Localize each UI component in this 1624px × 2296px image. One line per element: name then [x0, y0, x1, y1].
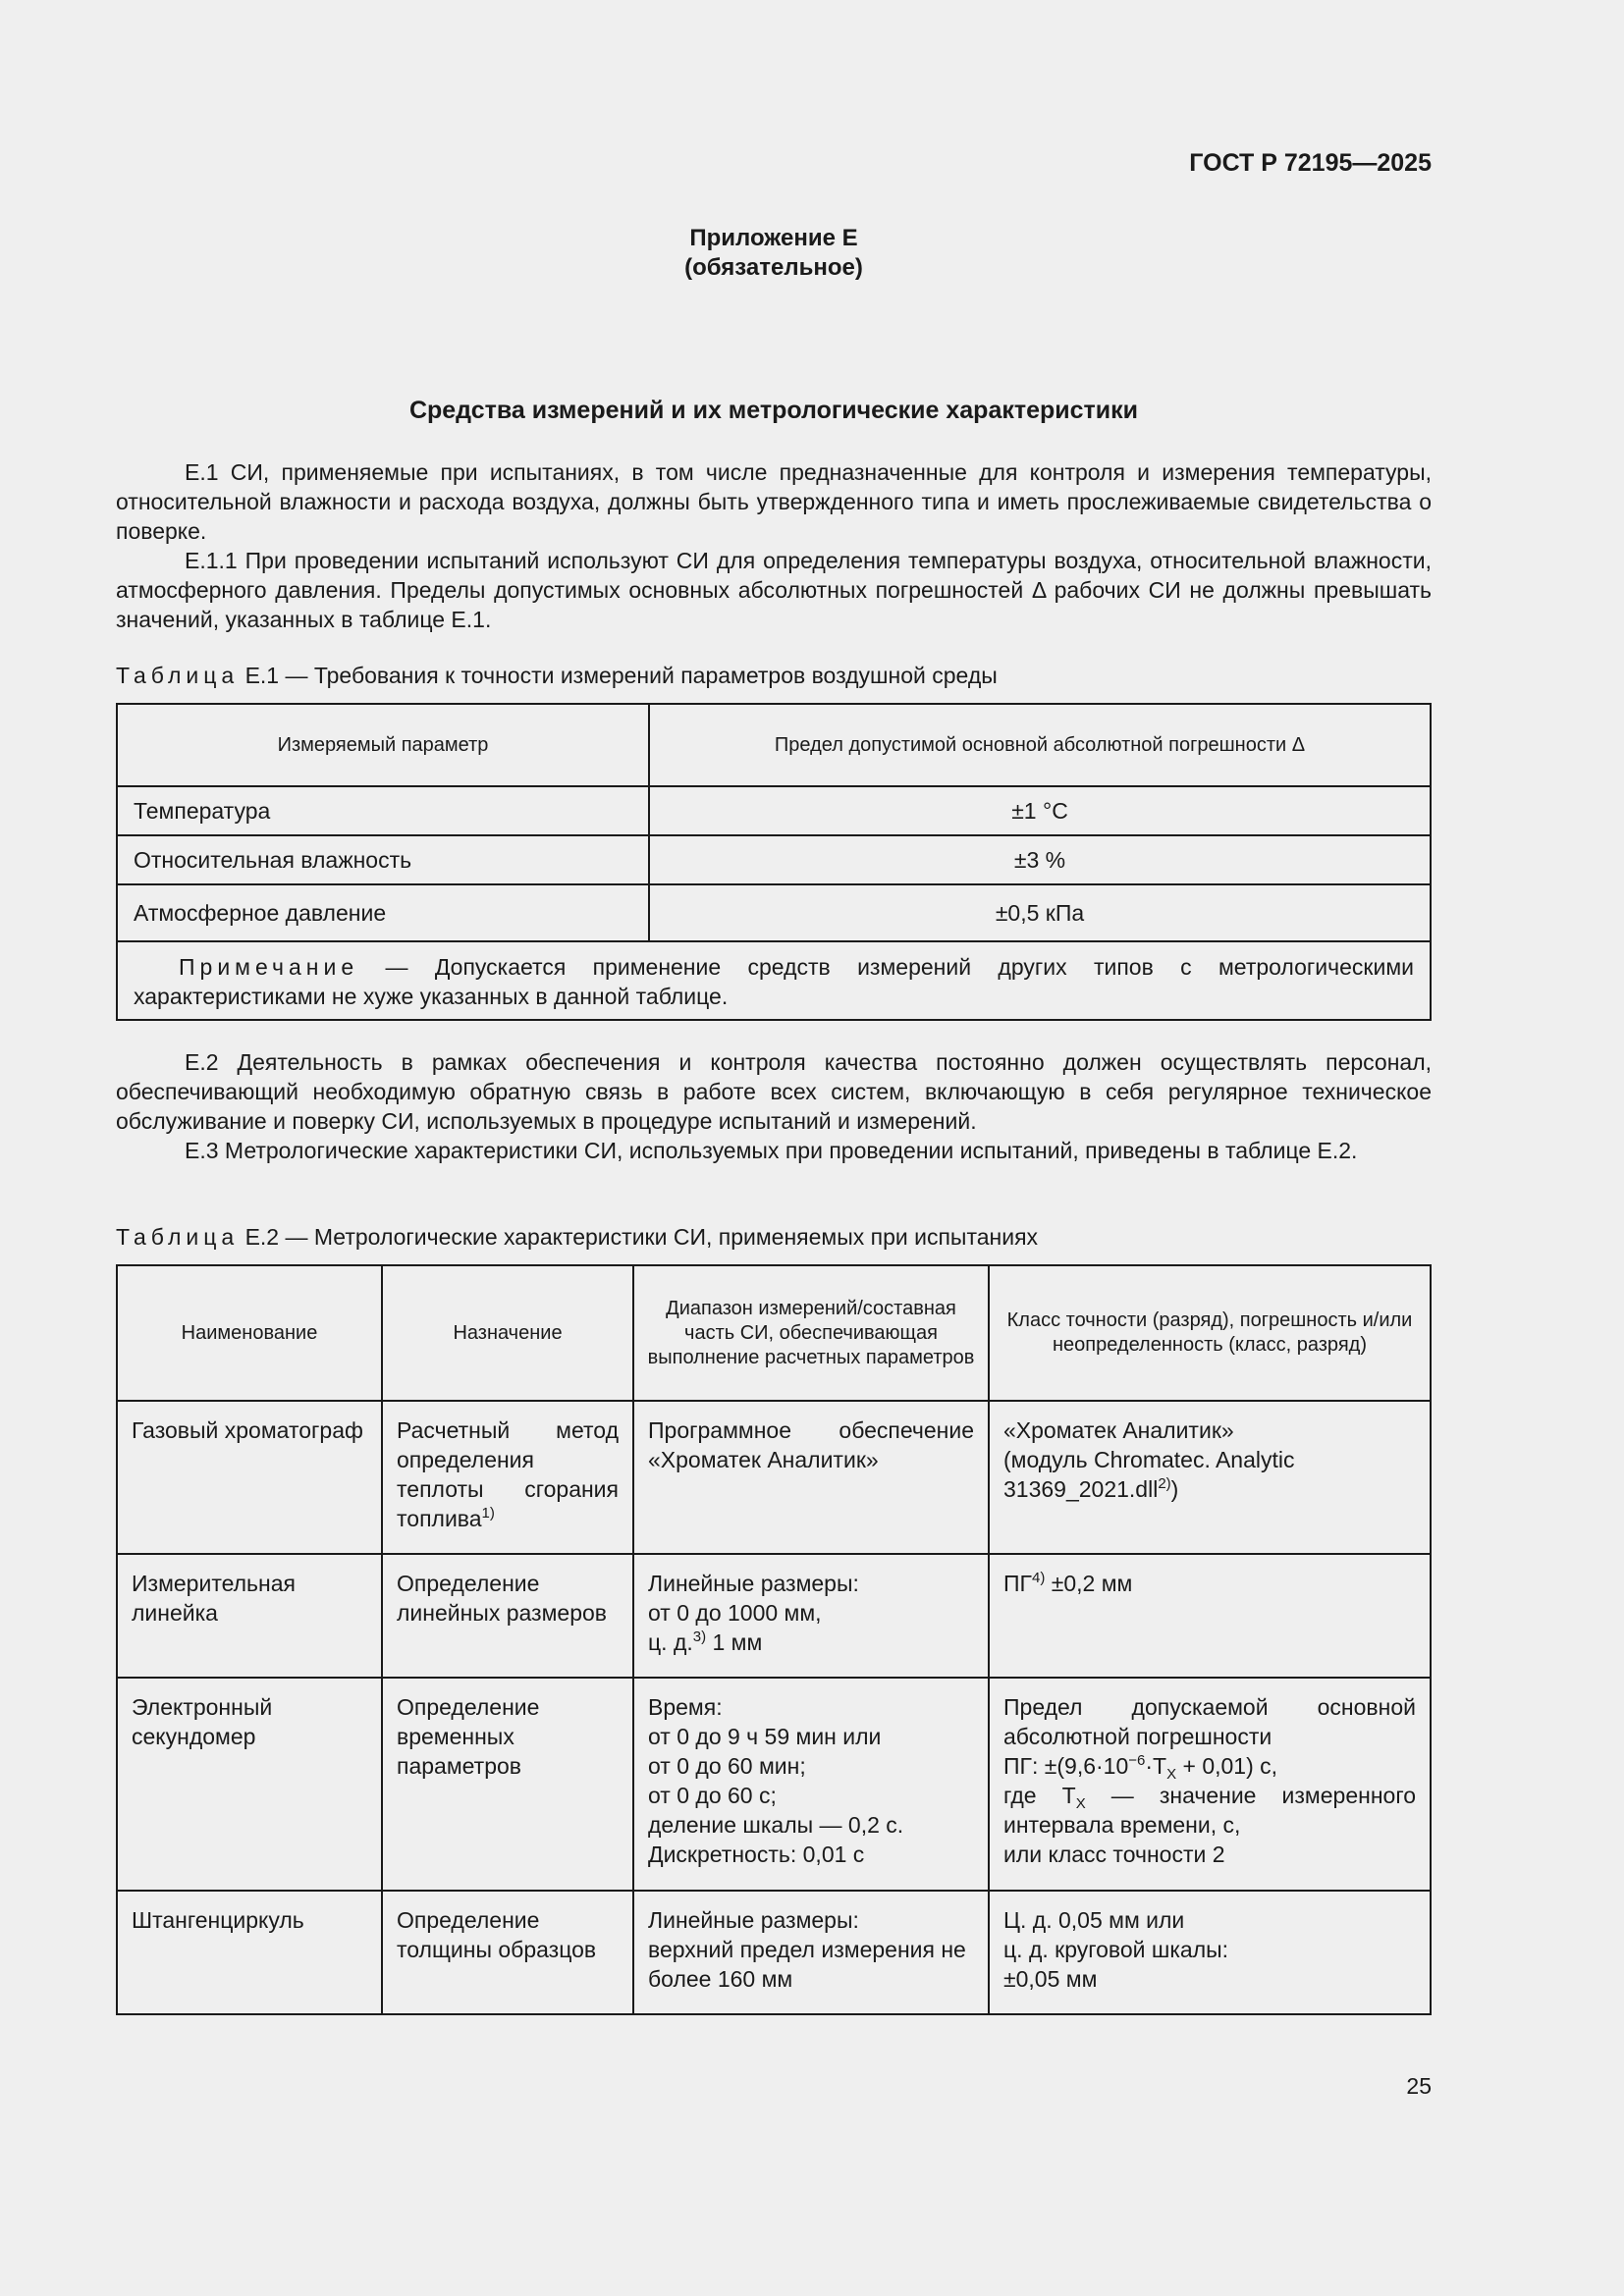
- accuracy-text: + 0,01) с,: [1176, 1753, 1278, 1779]
- table2-purpose: Определение толщины образцов: [382, 1891, 633, 2014]
- subscript: X: [1075, 1795, 1086, 1812]
- table2-col-accuracy: Класс точности (разряд), погрешность и/или неопределенность (класс, разряд): [989, 1265, 1431, 1401]
- purpose-text: Расчетный метод определения теплоты сгорания топлива: [397, 1417, 619, 1531]
- table2-caption-label: Таблица: [116, 1224, 240, 1250]
- accuracy-line: ц. д. круговой шкалы:: [1003, 1937, 1229, 1962]
- table2-name: Газовый хроматограф: [117, 1401, 382, 1554]
- footnote-ref: 3): [692, 1629, 707, 1645]
- table2-col-purpose: Назначение: [382, 1265, 633, 1401]
- paragraph-e3: Е.3 Метрологические характеристики СИ, используемых при проведении испытаний, приведены в таблице Е.2.: [185, 1138, 1358, 1163]
- paragraph-e1-1: Е.1.1 При проведении испытаний используют СИ для определения температуры воздуха, относительной влажности, атмосферного давления. Пределы допустимых основных абсолютных погрешностей Δ рабочих СИ не должны превышать значений, указанных в таблице Е.1.: [116, 548, 1432, 632]
- table1-note: [117, 941, 1431, 1020]
- table2-accuracy: [989, 1891, 1431, 2014]
- range-line: Время:: [648, 1694, 723, 1720]
- table2-purpose: Определение временных параметров: [382, 1678, 633, 1891]
- footnote-ref: 1): [481, 1505, 495, 1522]
- range-line: Линейные размеры:: [648, 1571, 859, 1596]
- range-text: ц. д.: [648, 1629, 693, 1655]
- accuracy-text: ±0,2 мм: [1045, 1571, 1133, 1596]
- table2-name: Штангенциркуль: [117, 1891, 382, 2014]
- accuracy-text: — значение измеренного интервала времени, с,: [1003, 1783, 1416, 1838]
- table2-purpose: Определение линейных размеров: [382, 1554, 633, 1678]
- table1-col-param: Измеряемый параметр: [117, 704, 649, 786]
- exponent: −6: [1128, 1752, 1146, 1769]
- table2-accuracy: [989, 1554, 1431, 1678]
- table2-range: [633, 1678, 989, 1891]
- annex-status: (обязательное): [684, 254, 863, 281]
- table-row: [117, 786, 1431, 835]
- table1-note-text: — Допускается применение средств измерений других типов с метрологическими характеристиками не хуже указанных в данной таблице.: [134, 954, 1414, 1009]
- table2-name: Измерительная линейка: [117, 1554, 382, 1678]
- page-number: 25: [1406, 2073, 1432, 2099]
- range-line: деление шкалы — 0,2 с.: [648, 1812, 904, 1838]
- annex-title: Приложение Е: [689, 225, 858, 251]
- range-line: от 0 до 9 ч 59 мин или: [648, 1724, 882, 1749]
- table-e1: [116, 703, 1432, 1021]
- document-id: ГОСТ Р 72195—2025: [1189, 149, 1432, 177]
- accuracy-text: где T: [1003, 1783, 1076, 1808]
- footnote-ref: 4): [1032, 1570, 1046, 1586]
- table2-purpose: [382, 1401, 633, 1554]
- accuracy-text: ): [1170, 1476, 1179, 1502]
- table1-param: Температура: [117, 786, 649, 835]
- table2-range: [633, 1891, 989, 2014]
- accuracy-text: ПГ: ±(9,6·10: [1003, 1753, 1129, 1779]
- accuracy-line: [1003, 1781, 1416, 1840]
- table1-value: ±0,5 кПа: [649, 884, 1431, 941]
- footnote-ref: 2): [1158, 1475, 1171, 1492]
- table-note-row: [117, 941, 1431, 1020]
- accuracy-text: (модуль Chromatec. Analytic 31369_2021.dll: [1003, 1447, 1295, 1502]
- table1-caption: [116, 661, 1432, 690]
- accuracy-line: ±0,05 мм: [1003, 1966, 1098, 1992]
- range-line: [648, 1628, 974, 1657]
- table2-col-range: Диапазон измерений/составная часть СИ, обеспечивающая выполнение расчетных параметров: [633, 1265, 989, 1401]
- table2-range: [633, 1554, 989, 1678]
- table1-col-limit: Предел допустимой основной абсолютной погрешности Δ: [649, 704, 1431, 786]
- table2-name: Электронный секундомер: [117, 1678, 382, 1891]
- table2-accuracy: [989, 1401, 1431, 1554]
- accuracy-line: Предел допускаемой основной абсолютной погрешности: [1003, 1694, 1416, 1749]
- range-line: Линейные размеры:: [648, 1907, 859, 1933]
- table2-accuracy: [989, 1678, 1431, 1891]
- table1-value: ±1 °С: [649, 786, 1431, 835]
- accuracy-line: [1003, 1751, 1416, 1781]
- section-title: Средства измерений и их метрологические характеристики: [408, 397, 1139, 424]
- paragraph-e1: Е.1 СИ, применяемые при испытаниях, в том числе предназначенные для контроля и измерения температуры, относительной влажности и расхода воздуха, должны быть утвержденного типа и иметь прослеживаемые свидетельства о поверке.: [116, 459, 1432, 544]
- annex-heading: [116, 224, 1432, 283]
- table-row: [117, 1891, 1431, 2014]
- table1-param: Относительная влажность: [117, 835, 649, 884]
- table-e2: [116, 1264, 1432, 2015]
- range-line: от 0 до 60 мин;: [648, 1753, 806, 1779]
- paragraph-e2: Е.2 Деятельность в рамках обеспечения и контроля качества постоянно должен осуществлять персонал, обеспечивающий необходимую обратную связь в работе всех систем, включающую в себя регулярное техническое обслуживание и поверку СИ, используемых в процедуре испытаний и измерений.: [116, 1049, 1432, 1134]
- table-header-row: [117, 704, 1431, 786]
- accuracy-line: или класс точности 2: [1003, 1842, 1225, 1867]
- table-header-row: [117, 1265, 1431, 1401]
- table-row: [117, 1401, 1431, 1554]
- range-line: от 0 до 1000 мм,: [648, 1600, 822, 1626]
- range-line: Дискретность: 0,01 с: [648, 1842, 865, 1867]
- table1-param: Атмосферное давление: [117, 884, 649, 941]
- table-row: [117, 1554, 1431, 1678]
- table2-caption: [116, 1222, 1432, 1252]
- accuracy-line: «Хроматек Аналитик»: [1003, 1417, 1234, 1443]
- table2-caption-text: Е.2 — Метрологические характеристики СИ, применяемых при испытаниях: [239, 1224, 1039, 1250]
- table1-caption-label: Таблица: [116, 663, 240, 688]
- intro-text: [116, 457, 1432, 634]
- subscript: X: [1166, 1766, 1177, 1783]
- range-text: 1 мм: [706, 1629, 763, 1655]
- range-line: от 0 до 60 с;: [648, 1783, 777, 1808]
- accuracy-line: [1003, 1445, 1416, 1504]
- range-line: верхний предел измерения не более 160 мм: [648, 1937, 966, 1992]
- table-row: [117, 835, 1431, 884]
- table2-range: Программное обеспечение «Хроматек Аналитик»: [633, 1401, 989, 1554]
- table-row: [117, 884, 1431, 941]
- table-row: [117, 1678, 1431, 1891]
- accuracy-text: ПГ: [1003, 1571, 1032, 1596]
- accuracy-line: Ц. д. 0,05 мм или: [1003, 1907, 1185, 1933]
- table1-caption-text: Е.1 — Требования к точности измерений параметров воздушной среды: [239, 663, 998, 688]
- middle-text: [116, 1047, 1432, 1165]
- accuracy-text: ·T: [1145, 1753, 1167, 1779]
- table1-note-label: Примечание: [179, 954, 359, 980]
- table1-value: ±3 %: [649, 835, 1431, 884]
- table2-col-name: Наименование: [117, 1265, 382, 1401]
